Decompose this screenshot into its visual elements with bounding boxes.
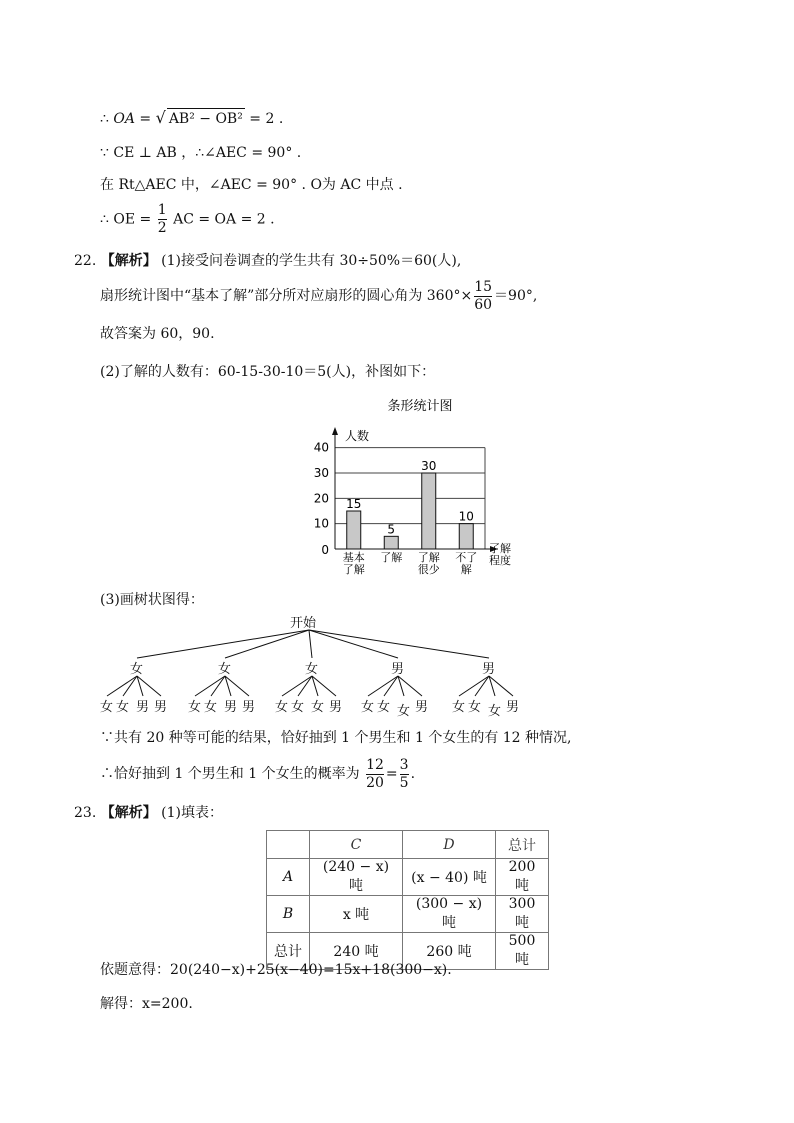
tree-root: 开始 bbox=[290, 616, 317, 631]
y-tick-label: 20 bbox=[313, 491, 329, 506]
q22-tag: 【解析】 bbox=[100, 253, 157, 269]
tree-leaf-node: 女 bbox=[468, 700, 482, 715]
q22-angle-line bbox=[100, 278, 537, 314]
table-cell: B bbox=[267, 896, 310, 933]
frac-den: 5 bbox=[399, 774, 409, 791]
chart-labels bbox=[314, 441, 511, 576]
fraction-12-20 bbox=[366, 757, 384, 792]
tree-edge bbox=[309, 630, 489, 658]
tree-branch-node: 女 bbox=[305, 662, 319, 677]
oa-line bbox=[100, 108, 283, 129]
y-tick-label: 30 bbox=[313, 466, 329, 480]
oe-suffix: AC = OA = 2 . bbox=[173, 211, 275, 228]
bar bbox=[347, 511, 361, 549]
q23-tag: 【解析】 bbox=[100, 805, 157, 821]
tree-branch-node: 女 bbox=[130, 662, 144, 677]
tree-edge bbox=[225, 676, 249, 696]
oa-result: = 2 . bbox=[249, 111, 284, 127]
probability-text: ∴恰好抽到 1 个男生和 1 个女生的概率为 bbox=[100, 766, 360, 782]
category-label: 解 bbox=[460, 563, 472, 576]
data-label: 15 bbox=[346, 497, 362, 511]
angle-result: ＝90°, bbox=[494, 288, 538, 304]
equals-sign: = bbox=[139, 111, 152, 127]
tree-edge bbox=[309, 630, 398, 658]
tree-edge bbox=[282, 676, 312, 696]
tree-leaf-node: 女 bbox=[188, 700, 202, 715]
table-cell: 总计 bbox=[496, 831, 549, 859]
q22-heading bbox=[74, 250, 461, 270]
q22-number: 22. bbox=[74, 253, 97, 269]
tree-edge bbox=[298, 676, 312, 696]
table-cell: 260 吨 bbox=[403, 933, 496, 970]
category-label: 了解 bbox=[380, 551, 403, 564]
table-cell: (300 − x) 吨 bbox=[403, 896, 496, 933]
tree-leaf-node: 男 bbox=[329, 700, 343, 715]
q22-outcomes: ∵共有 20 种等可能的结果，恰好抽到 1 个男生和 1 个女生的有 12 种情况, bbox=[100, 730, 572, 746]
table-header-row bbox=[267, 831, 549, 859]
data-label: 10 bbox=[458, 509, 474, 524]
q22-answer: 故答案为 60，90. bbox=[100, 326, 215, 342]
fraction-3-5 bbox=[400, 757, 409, 792]
therefore-symbol: ∴ bbox=[100, 111, 109, 127]
tree-edge bbox=[123, 676, 137, 696]
bar bbox=[384, 536, 398, 549]
tree-leaf-node: 女 bbox=[204, 700, 218, 715]
sqrt-icon: √ bbox=[155, 108, 166, 127]
q23-number: 23. bbox=[74, 805, 97, 821]
table-cell: x 吨 bbox=[310, 896, 403, 933]
category-label: 很少 bbox=[417, 563, 440, 576]
tree-leaf-node: 男 bbox=[136, 700, 150, 715]
frac-den: 2 bbox=[157, 220, 167, 236]
frac-den: 20 bbox=[366, 774, 384, 791]
q23-equation: 依题意得：20(240−x)+25(x−40)=15x+18(300−x). bbox=[100, 962, 452, 978]
tree-branch-node: 女 bbox=[218, 662, 232, 677]
x-axis-label: 程度 bbox=[489, 554, 511, 567]
table-cell: (x − 40) 吨 bbox=[403, 859, 496, 896]
tree-leaf-node: 男 bbox=[415, 700, 429, 715]
tree-leaf-node: 女 bbox=[488, 704, 502, 719]
frac-num: 3 bbox=[399, 756, 409, 773]
angle-text: 扇形统计图中“基本了解”部分所对应扇形的圆心角为 360°× bbox=[100, 288, 473, 304]
frac-num: 15 bbox=[474, 278, 493, 295]
y-tick-label: 0 bbox=[321, 543, 329, 557]
tree-edge bbox=[195, 676, 225, 696]
frac-den: 60 bbox=[474, 296, 493, 313]
table-cell: (240 − x) 吨 bbox=[310, 859, 403, 896]
q22-part2: (2)了解的人数有：60-15-30-10＝5(人)，补图如下： bbox=[100, 364, 436, 380]
period: . bbox=[410, 766, 416, 782]
y-axis-arrow-icon bbox=[332, 427, 338, 435]
rt-line: 在 Rt△AEC 中，∠AEC = 90° . O为 AC 中点 . bbox=[100, 177, 403, 193]
tree-edge bbox=[475, 676, 489, 696]
data-label: 5 bbox=[387, 522, 396, 537]
table-cell: D bbox=[403, 831, 496, 859]
tree-leaf-node: 男 bbox=[224, 700, 238, 715]
tree-leaf-node: 女 bbox=[275, 700, 289, 715]
frac-num: 1 bbox=[157, 202, 167, 218]
y-tick-label: 10 bbox=[313, 516, 329, 531]
table-cell: 240 吨 bbox=[310, 933, 403, 970]
tree-leaf-node: 女 bbox=[397, 704, 411, 719]
tree-edge bbox=[211, 676, 225, 696]
radicand: AB² − OB² bbox=[167, 108, 245, 129]
table-row bbox=[267, 896, 549, 933]
table-cell: 200 吨 bbox=[496, 859, 549, 896]
chart-title: 条形统计图 bbox=[387, 399, 453, 414]
y-tick-label: 40 bbox=[313, 440, 329, 455]
tree-edge bbox=[459, 676, 489, 696]
q23-heading bbox=[74, 802, 223, 822]
table-cell: A bbox=[267, 859, 310, 896]
y-axis-label: 人数 bbox=[345, 429, 370, 443]
tree-leaf-node: 女 bbox=[291, 700, 305, 715]
tree-leaf-node: 男 bbox=[242, 700, 256, 715]
tree-branch-node: 男 bbox=[482, 662, 496, 677]
tree-leaf-node: 男 bbox=[506, 700, 520, 715]
tree-edge bbox=[368, 676, 398, 696]
tree-edge bbox=[137, 630, 309, 658]
tree-leaf-node: 女 bbox=[311, 700, 325, 715]
tree-edge bbox=[384, 676, 398, 696]
table-cell bbox=[267, 831, 310, 859]
oa-lhs: OA bbox=[113, 111, 135, 127]
tree-edge bbox=[309, 630, 312, 658]
table-cell: C bbox=[310, 831, 403, 859]
transport-table bbox=[266, 830, 549, 970]
category-label: 了解 bbox=[417, 551, 440, 564]
q22-part3: (3)画树状图得： bbox=[100, 592, 204, 608]
oe-line bbox=[100, 202, 275, 237]
ce-line: ∵ CE ⊥ AB ，∴∠AEC = 90° . bbox=[100, 145, 302, 161]
q22-probability bbox=[100, 756, 415, 792]
oe-prefix: ∴ OE = bbox=[100, 211, 152, 228]
tree-edge bbox=[398, 676, 422, 696]
bar-chart bbox=[300, 392, 530, 577]
data-label: 30 bbox=[421, 459, 437, 473]
fraction-half bbox=[158, 202, 167, 237]
table-cell: 总计 bbox=[267, 933, 310, 970]
tree-leaf-node: 女 bbox=[361, 700, 375, 715]
tree-edge bbox=[107, 676, 137, 696]
bar bbox=[459, 524, 473, 549]
table-row bbox=[267, 859, 549, 896]
q23-part1: (1)填表： bbox=[161, 805, 224, 821]
bar bbox=[422, 473, 436, 549]
x-axis-label: 了解 bbox=[489, 542, 511, 555]
tree-edge bbox=[137, 676, 161, 696]
chart-bars bbox=[347, 473, 474, 549]
tree-leaf-node: 女 bbox=[100, 700, 114, 715]
tree-leaf-node: 女 bbox=[452, 700, 466, 715]
category-label: 了解 bbox=[342, 563, 365, 576]
tree-leaf-node: 女 bbox=[377, 700, 391, 715]
table-cell: 300 吨 bbox=[496, 896, 549, 933]
tree-diagram bbox=[90, 610, 550, 720]
fraction-15-60 bbox=[474, 279, 492, 314]
table-cell: 500 吨 bbox=[496, 933, 549, 970]
tree-edge bbox=[312, 676, 336, 696]
tree-leaf-node: 女 bbox=[116, 700, 130, 715]
q23-solution: 解得：x=200. bbox=[100, 996, 193, 1012]
q22-part1: (1)接受问卷调查的学生共有 30÷50%＝60(人), bbox=[161, 253, 462, 269]
category-label: 基本 bbox=[342, 551, 365, 564]
tree-edge bbox=[225, 630, 309, 658]
equals-sign: = bbox=[385, 766, 398, 782]
tree-leaf-node: 男 bbox=[154, 700, 168, 715]
tree-branch-node: 男 bbox=[391, 662, 405, 677]
tree-edge bbox=[489, 676, 513, 696]
frac-num: 12 bbox=[366, 756, 384, 773]
category-label: 不了 bbox=[455, 551, 478, 564]
